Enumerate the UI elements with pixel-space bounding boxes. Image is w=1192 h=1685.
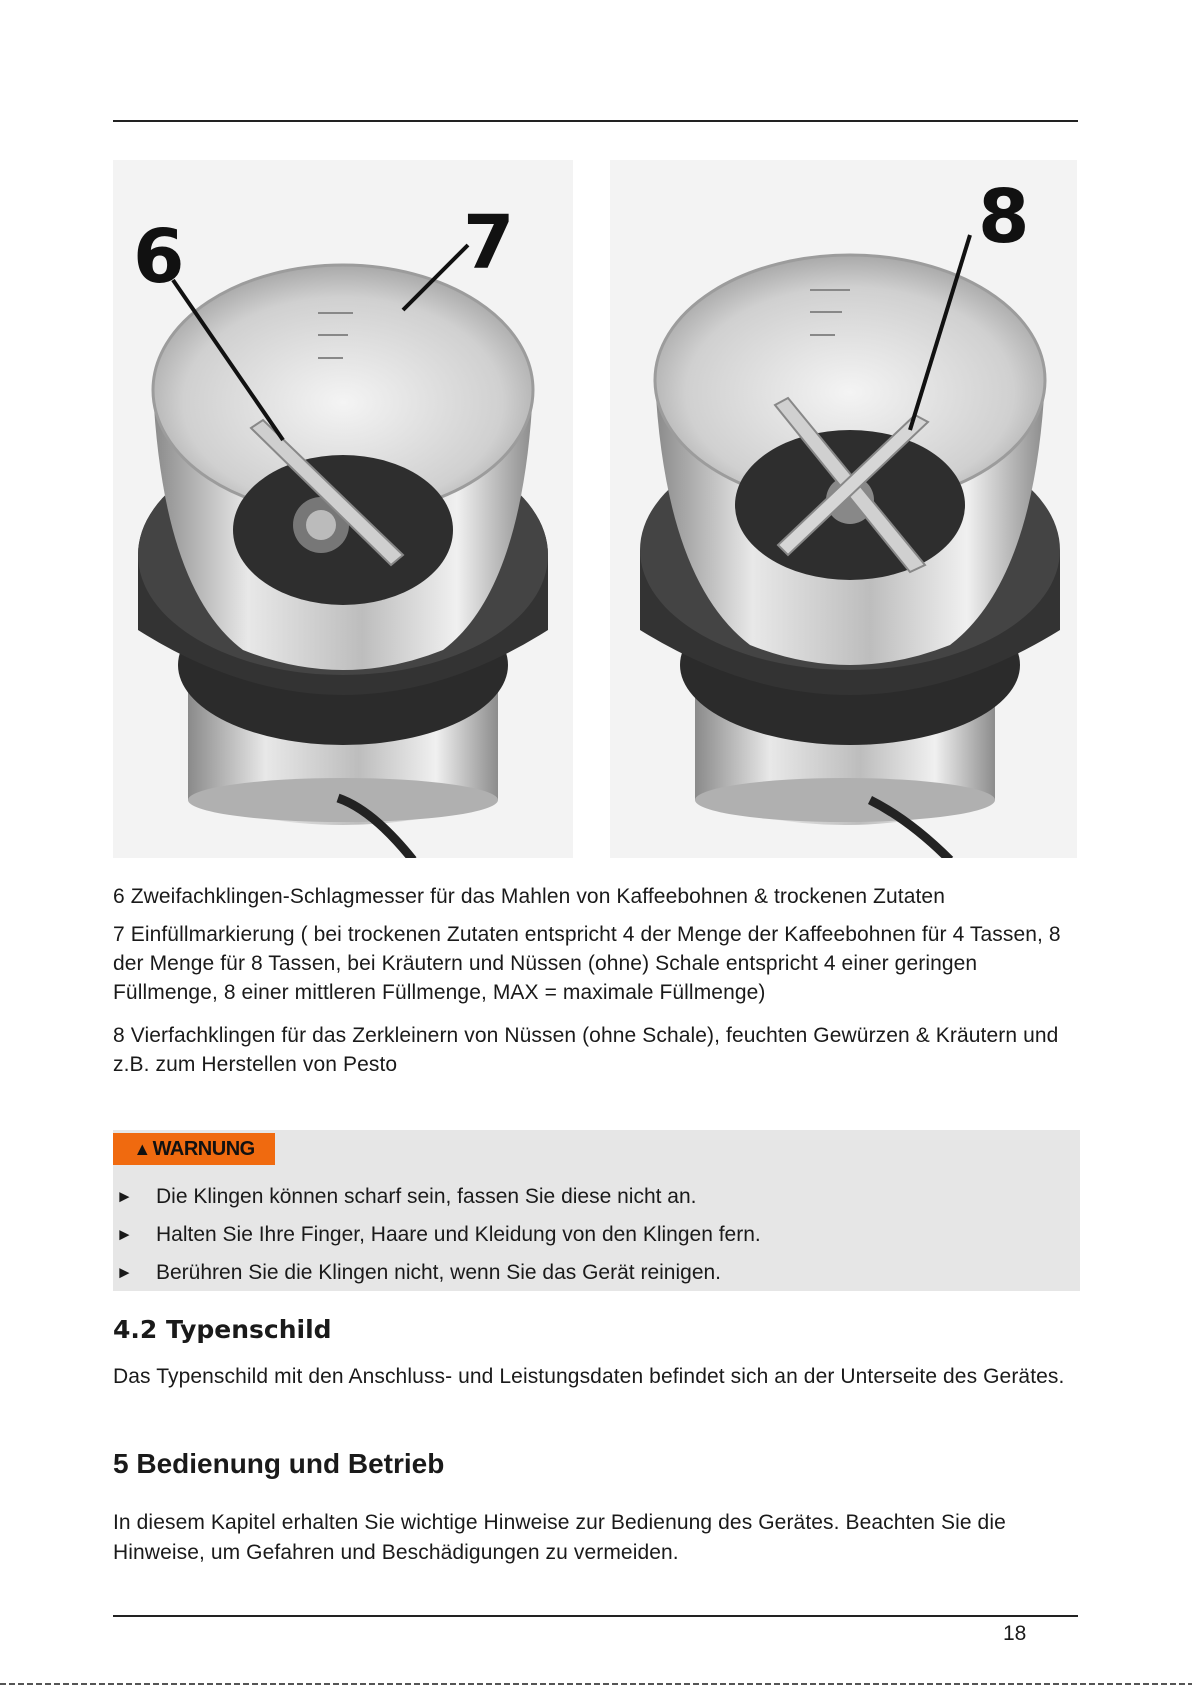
footer-rule — [113, 1615, 1078, 1617]
warning-item-text: Die Klingen können scharf sein, fassen Sie diese nicht an. — [156, 1185, 697, 1208]
page-number: 18 — [1003, 1622, 1027, 1645]
bullet-arrow-icon: ► — [116, 1225, 133, 1244]
caption-7 — [113, 920, 1078, 1007]
caption-7-text: 7 Einfüllmarkierung ( bei trockenen Zutaten entspricht 4 der Menge der Kaffeebohnen für 4 Tassen, 8 der Menge für 8 Tassen, bei Kräutern und Nüssen (ohne) Schale entspricht 4 einer geringen Füllmenge, 8 einer mittleren Füllmenge, MAX = maximale Füllmenge) — [113, 923, 1061, 1004]
warning-item-text: Berühren Sie die Klingen nicht, wenn Sie das Gerät reinigen. — [156, 1261, 722, 1284]
section-4-2-body — [113, 1362, 1078, 1391]
grinder-photo-two-blade — [113, 160, 573, 858]
bullet-arrow-icon: ► — [116, 1263, 133, 1282]
callout-8: 8 — [978, 174, 1030, 260]
section-4-2-heading: 4.2 Typenschild — [113, 1315, 332, 1344]
callout-7: 7 — [463, 200, 515, 286]
section-5-heading: 5 Bedienung und Betrieb — [113, 1448, 445, 1479]
caption-8 — [113, 1021, 1078, 1079]
caption-6-text: 6 Zweifachklingen-Schlagmesser für das Mahlen von Kaffeebohnen & trockenen Zutaten — [113, 885, 945, 908]
warning-box — [113, 1130, 1080, 1291]
warning-item — [113, 1258, 1073, 1296]
callout-6: 6 — [133, 214, 185, 300]
warning-item — [113, 1182, 1073, 1220]
warning-item-text: Halten Sie Ihre Finger, Haare und Kleidung von den Klingen fern. — [156, 1223, 761, 1246]
warning-list — [113, 1182, 1073, 1296]
caption-6 — [113, 883, 1078, 911]
section-5-body-text: In diesem Kapitel erhalten Sie wichtige Hinweise zur Bedienung des Gerätes. Beachten Sie die Hinweise, um Gefahren und Beschädigungen zu vermeiden. — [113, 1511, 1006, 1564]
grinder-photo-four-blade — [610, 160, 1077, 858]
section-4-2-body-text: Das Typenschild mit den Anschluss- und Leistungsdaten befindet sich an der Unterseite des Gerätes. — [113, 1365, 1065, 1388]
warning-badge-label: WARNUNG — [152, 1138, 255, 1160]
bullet-arrow-icon: ► — [116, 1187, 133, 1206]
header-rule — [113, 120, 1078, 122]
section-5-body — [113, 1508, 1078, 1568]
warning-item — [113, 1220, 1073, 1258]
warning-badge — [113, 1133, 275, 1165]
warning-triangle-icon: ▲ — [133, 1139, 151, 1159]
caption-8-text: 8 Vierfachklingen für das Zerkleinern von Nüssen (ohne Schale), feuchten Gewürzen & Kräutern und z.B. zum Herstellen von Pesto — [113, 1024, 1059, 1076]
